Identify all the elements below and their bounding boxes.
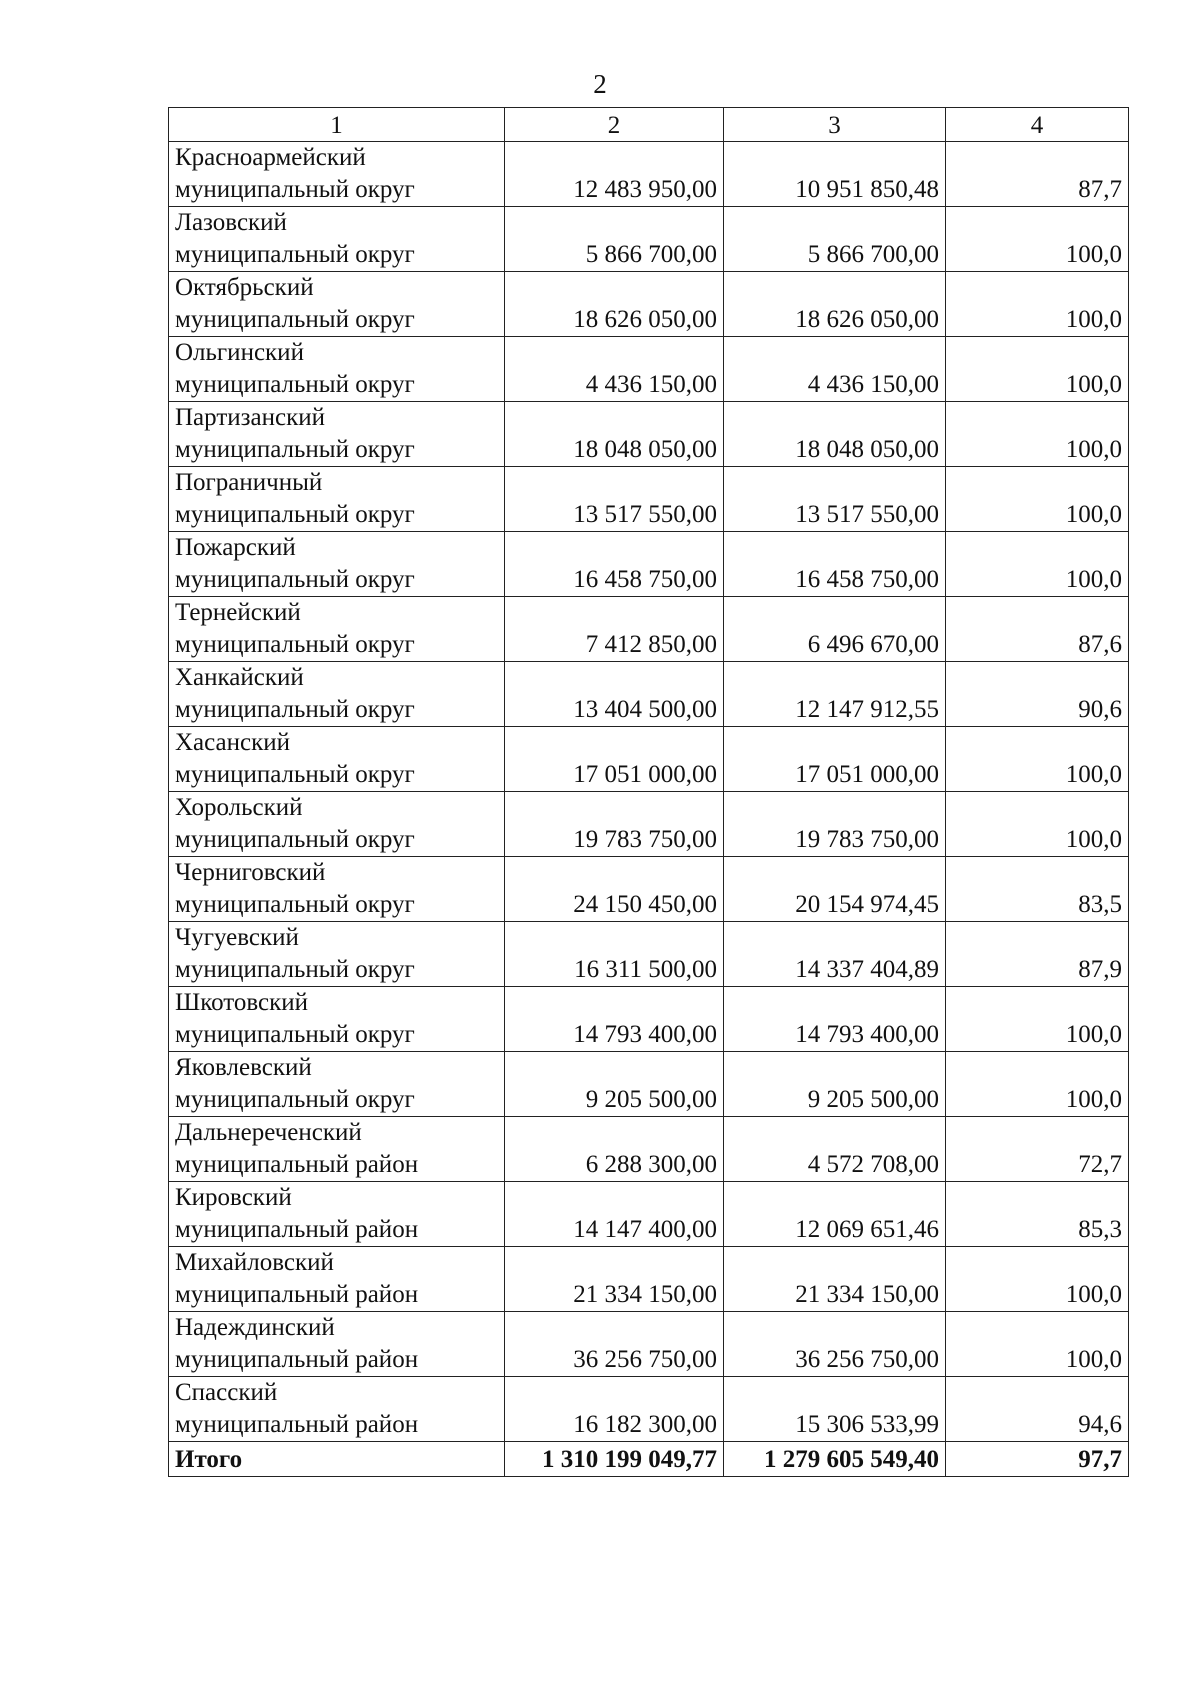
municipality-type: муниципальный округ: [175, 371, 415, 398]
table-row: [169, 337, 1129, 402]
header-col-2: 2: [505, 108, 724, 142]
value-col-4: 100,0: [946, 272, 1129, 337]
municipality-type: муниципальный округ: [175, 826, 415, 853]
value-col-4: 100,0: [946, 402, 1129, 467]
table-row: [169, 1182, 1129, 1247]
municipality-name: Красноармейский: [175, 144, 366, 171]
value-col-4: 83,5: [946, 857, 1129, 922]
value-col-2: 24 150 450,00: [505, 857, 724, 922]
value-col-3: 14 793 400,00: [724, 987, 946, 1052]
municipality-type: муниципальный округ: [175, 631, 415, 658]
value-col-2: 13 517 550,00: [505, 467, 724, 532]
municipality-name: Лазовский: [175, 209, 287, 236]
value-col-3: 17 051 000,00: [724, 727, 946, 792]
municipality-name-cell: [169, 207, 505, 272]
value-col-2: 18 048 050,00: [505, 402, 724, 467]
total-col-2: 1 310 199 049,77: [505, 1442, 724, 1477]
table-row: [169, 1247, 1129, 1312]
value-col-4: 87,7: [946, 142, 1129, 207]
value-col-2: 19 783 750,00: [505, 792, 724, 857]
value-col-3: 36 256 750,00: [724, 1312, 946, 1377]
municipality-name: Михайловский: [175, 1249, 334, 1276]
municipality-name-cell: [169, 1117, 505, 1182]
value-col-2: 13 404 500,00: [505, 662, 724, 727]
header-col-4: 4: [946, 108, 1129, 142]
value-col-2: 12 483 950,00: [505, 142, 724, 207]
municipality-name: Спасский: [175, 1379, 278, 1406]
municipality-name-cell: [169, 1377, 505, 1442]
municipality-type: муниципальный район: [175, 1151, 419, 1178]
municipality-type: муниципальный округ: [175, 436, 415, 463]
municipality-name-cell: [169, 1052, 505, 1117]
municipality-name: Ольгинский: [175, 339, 304, 366]
value-col-4: 100,0: [946, 337, 1129, 402]
municipality-name-cell: [169, 727, 505, 792]
report-table: [168, 107, 1129, 1477]
table-row: [169, 922, 1129, 987]
value-col-2: 14 793 400,00: [505, 987, 724, 1052]
value-col-3: 12 069 651,46: [724, 1182, 946, 1247]
value-col-4: 85,3: [946, 1182, 1129, 1247]
municipality-name-cell: [169, 272, 505, 337]
table-row: [169, 532, 1129, 597]
municipality-type: муниципальный район: [175, 1216, 419, 1243]
municipality-name-cell: [169, 402, 505, 467]
municipality-name-cell: [169, 662, 505, 727]
municipality-name-cell: [169, 1247, 505, 1312]
municipality-type: муниципальный округ: [175, 956, 415, 983]
value-col-3: 13 517 550,00: [724, 467, 946, 532]
header-col-3: 3: [724, 108, 946, 142]
value-col-3: 12 147 912,55: [724, 662, 946, 727]
municipality-type: муниципальный округ: [175, 566, 415, 593]
municipality-name-cell: [169, 857, 505, 922]
table-row: [169, 1377, 1129, 1442]
municipality-name: Тернейский: [175, 599, 301, 626]
header-row: [169, 108, 1129, 142]
value-col-2: 6 288 300,00: [505, 1117, 724, 1182]
value-col-3: 14 337 404,89: [724, 922, 946, 987]
table-row: [169, 1312, 1129, 1377]
value-col-4: 72,7: [946, 1117, 1129, 1182]
municipality-name-cell: [169, 337, 505, 402]
value-col-4: 87,6: [946, 597, 1129, 662]
municipality-name: Чугуевский: [175, 924, 299, 951]
header-col-1: 1: [169, 108, 505, 142]
value-col-3: 4 572 708,00: [724, 1117, 946, 1182]
value-col-2: 14 147 400,00: [505, 1182, 724, 1247]
municipality-name: Пограничный: [175, 469, 323, 496]
table-header: [169, 108, 1129, 142]
table-row: [169, 467, 1129, 532]
table-row: [169, 1052, 1129, 1117]
municipality-type: муниципальный район: [175, 1411, 419, 1438]
value-col-4: 94,6: [946, 1377, 1129, 1442]
municipality-name-cell: [169, 1312, 505, 1377]
value-col-3: 10 951 850,48: [724, 142, 946, 207]
value-col-3: 4 436 150,00: [724, 337, 946, 402]
value-col-2: 16 311 500,00: [505, 922, 724, 987]
municipality-type: муниципальный округ: [175, 241, 415, 268]
value-col-2: 5 866 700,00: [505, 207, 724, 272]
value-col-3: 6 496 670,00: [724, 597, 946, 662]
table-row: [169, 597, 1129, 662]
value-col-3: 16 458 750,00: [724, 532, 946, 597]
table-row: [169, 662, 1129, 727]
value-col-2: 16 182 300,00: [505, 1377, 724, 1442]
municipality-name-cell: [169, 467, 505, 532]
table-body: [169, 142, 1129, 1477]
value-col-2: 21 334 150,00: [505, 1247, 724, 1312]
page-number: 2: [593, 69, 607, 99]
table-row: [169, 987, 1129, 1052]
table-row: [169, 272, 1129, 337]
municipality-name: Ханкайский: [175, 664, 304, 691]
value-col-3: 18 048 050,00: [724, 402, 946, 467]
value-col-3: 9 205 500,00: [724, 1052, 946, 1117]
municipality-name: Хорольский: [175, 794, 303, 821]
value-col-4: 100,0: [946, 532, 1129, 597]
municipality-name: Хасанский: [175, 729, 291, 756]
total-col-3: 1 279 605 549,40: [724, 1442, 946, 1477]
municipality-name-cell: [169, 1182, 505, 1247]
value-col-4: 100,0: [946, 1312, 1129, 1377]
municipality-type: муниципальный округ: [175, 1021, 415, 1048]
municipality-name-cell: [169, 792, 505, 857]
table-row: [169, 207, 1129, 272]
value-col-3: 15 306 533,99: [724, 1377, 946, 1442]
value-col-4: 87,9: [946, 922, 1129, 987]
value-col-4: 90,6: [946, 662, 1129, 727]
value-col-3: 5 866 700,00: [724, 207, 946, 272]
table-row: [169, 792, 1129, 857]
municipality-type: муниципальный округ: [175, 306, 415, 333]
municipality-name-cell: [169, 987, 505, 1052]
municipality-type: муниципальный район: [175, 1281, 419, 1308]
table-row: [169, 1117, 1129, 1182]
table-row: [169, 727, 1129, 792]
value-col-3: 20 154 974,45: [724, 857, 946, 922]
municipality-type: муниципальный округ: [175, 176, 415, 203]
municipality-type: муниципальный округ: [175, 501, 415, 528]
value-col-2: 17 051 000,00: [505, 727, 724, 792]
value-col-2: 9 205 500,00: [505, 1052, 724, 1117]
municipality-name: Дальнереченский: [175, 1119, 362, 1146]
total-row: [169, 1442, 1129, 1477]
total-col-4: 97,7: [946, 1442, 1129, 1477]
municipality-type: муниципальный округ: [175, 1086, 415, 1113]
value-col-2: 18 626 050,00: [505, 272, 724, 337]
municipality-name-cell: [169, 142, 505, 207]
table-row: [169, 402, 1129, 467]
municipality-type: муниципальный округ: [175, 891, 415, 918]
value-col-2: 4 436 150,00: [505, 337, 724, 402]
municipality-name: Кировский: [175, 1184, 292, 1211]
municipality-name-cell: [169, 922, 505, 987]
value-col-2: 36 256 750,00: [505, 1312, 724, 1377]
table-row: [169, 857, 1129, 922]
municipality-name: Шкотовский: [175, 989, 309, 1016]
value-col-2: 7 412 850,00: [505, 597, 724, 662]
value-col-4: 100,0: [946, 1247, 1129, 1312]
municipality-name: Октябрьский: [175, 274, 314, 301]
value-col-2: 16 458 750,00: [505, 532, 724, 597]
value-col-4: 100,0: [946, 1052, 1129, 1117]
value-col-3: 21 334 150,00: [724, 1247, 946, 1312]
municipality-name-cell: [169, 532, 505, 597]
municipality-name: Черниговский: [175, 859, 326, 886]
value-col-4: 100,0: [946, 792, 1129, 857]
value-col-4: 100,0: [946, 467, 1129, 532]
total-label: Итого: [169, 1442, 505, 1477]
municipality-name: Партизанский: [175, 404, 325, 431]
table-row: [169, 142, 1129, 207]
municipality-type: муниципальный округ: [175, 696, 415, 723]
value-col-3: 18 626 050,00: [724, 272, 946, 337]
municipality-name-cell: [169, 597, 505, 662]
municipality-type: муниципальный округ: [175, 761, 415, 788]
municipality-name: Пожарский: [175, 534, 296, 561]
value-col-4: 100,0: [946, 207, 1129, 272]
municipality-name: Надеждинский: [175, 1314, 335, 1341]
municipality-name: Яковлевский: [175, 1054, 312, 1081]
value-col-3: 19 783 750,00: [724, 792, 946, 857]
municipality-type: муниципальный район: [175, 1346, 419, 1373]
value-col-4: 100,0: [946, 727, 1129, 792]
value-col-4: 100,0: [946, 987, 1129, 1052]
